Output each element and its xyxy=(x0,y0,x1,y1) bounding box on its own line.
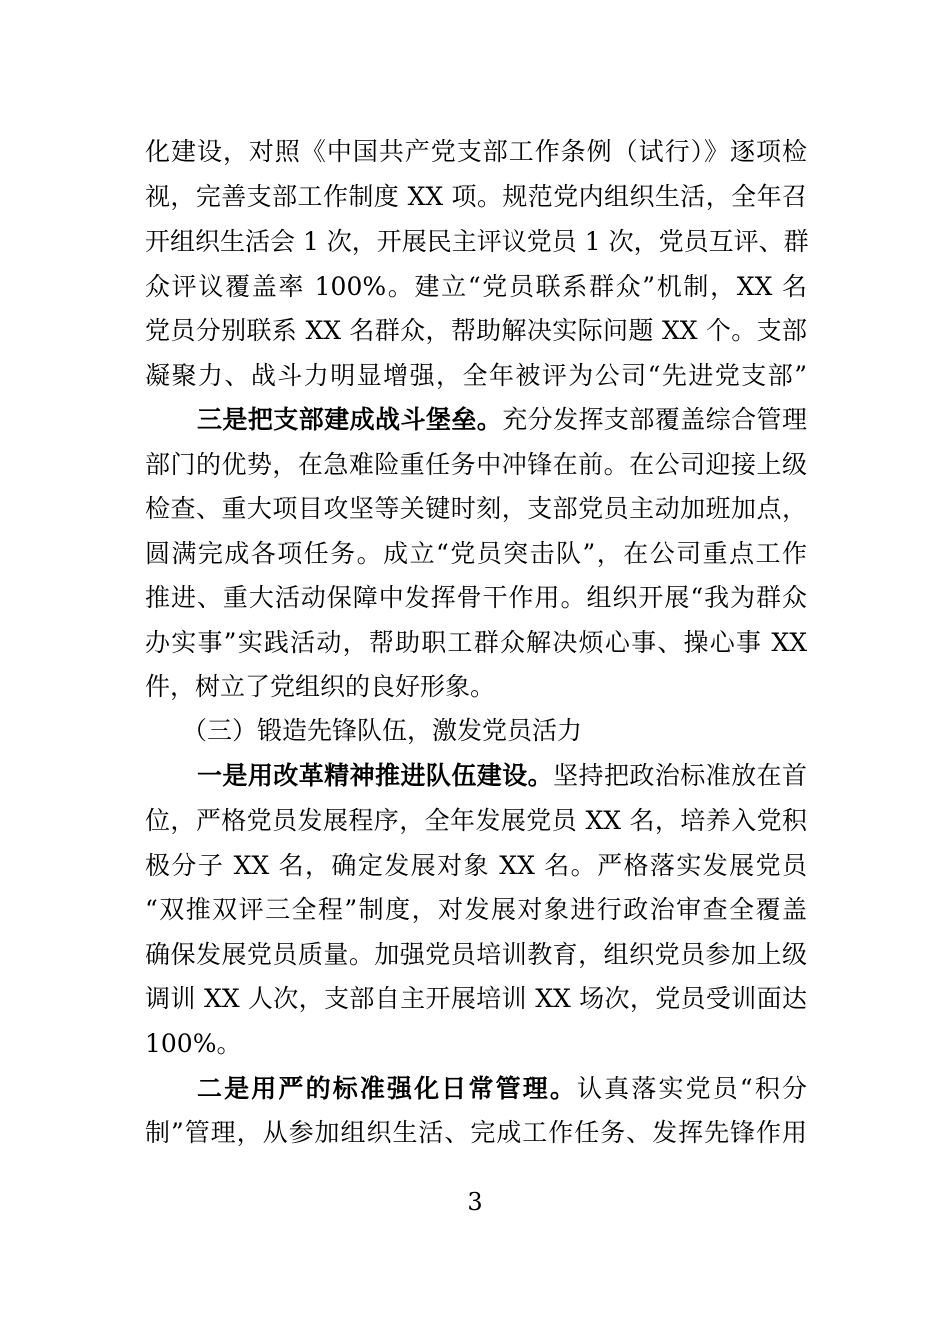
paragraph-line: 部门的优势，在急难险重任务中冲锋在前。在公司迎接上级 xyxy=(145,450,807,479)
paragraph-line: 视，完善支部工作制度 XX 项。规范党内组织生活，全年召 xyxy=(145,182,807,211)
paragraph-line: 圆满完成各项任务。成立“党员突击队”，在公司重点工作 xyxy=(145,539,807,568)
paragraph-line: 件，树立了党组织的良好形象。 xyxy=(145,672,496,701)
paragraph-line: 位，严格党员发展程序，全年发展党员 XX 名，培养入党积 xyxy=(145,806,807,835)
text: 认真落实党员“积分 xyxy=(577,1074,807,1103)
page-number: 3 xyxy=(467,1188,483,1216)
paragraph-line: 党员分别联系 XX 名群众，帮助解决实际问题 XX 个。支部 xyxy=(145,316,807,345)
paragraph-line xyxy=(145,400,807,440)
bold-lead: 二是用严的标准强化日常管理。 xyxy=(197,1074,578,1103)
paragraph-line: 100%。 xyxy=(145,1029,242,1058)
section-heading: （三）锻造先锋队伍，激发党员活力 xyxy=(182,716,583,745)
paragraph-line: 推进、重大活动保障中发挥骨干作用。组织开展“我为群众 xyxy=(145,583,807,612)
paragraph-line: 极分子 XX 名，确定发展对象 XX 名。严格落实发展党员 xyxy=(145,851,807,880)
bold-lead: 一是用改革精神推进队伍建设。 xyxy=(197,761,554,790)
paragraph-line: 化建设，对照《中国共产党支部工作条例（试行）》逐项检 xyxy=(145,137,807,166)
paragraph-line: “双推双评三全程”制度，对发展对象进行政治审查全覆盖 xyxy=(145,895,807,924)
paragraph-line: 凝聚力、战斗力明显增强，全年被评为公司“先进党支部” xyxy=(145,361,807,390)
paragraph-line xyxy=(145,756,807,796)
paragraph-line: 确保发展党员质量。加强党员培训教育，组织党员参加上级 xyxy=(145,940,807,969)
paragraph-line xyxy=(145,1069,807,1109)
bold-lead: 三是把支部建成战斗堡垒。 xyxy=(197,405,503,434)
text: 充分发挥支部覆盖综合管理 xyxy=(502,405,807,434)
paragraph-line: 办实事”实践活动，帮助职工群众解决烦心事、操心事 XX xyxy=(145,628,807,657)
paragraph-line: 检查、重大项目攻坚等关键时刻，支部党员主动加班加点， xyxy=(145,494,807,523)
paragraph-line: 调训 XX 人次，支部自主开展培训 XX 场次，党员受训面达 xyxy=(145,984,807,1013)
text: 坚持把政治标准放在首 xyxy=(553,761,807,790)
paragraph-line: 开组织生活会 1 次，开展民主评议党员 1 次，党员互评、群 xyxy=(145,227,809,256)
paragraph-line: 众评议覆盖率 100%。建立“党员联系群众”机制，XX 名 xyxy=(145,272,807,301)
paragraph-line: 制”管理，从参加组织生活、完成工作任务、发挥先锋作用 xyxy=(145,1118,807,1147)
